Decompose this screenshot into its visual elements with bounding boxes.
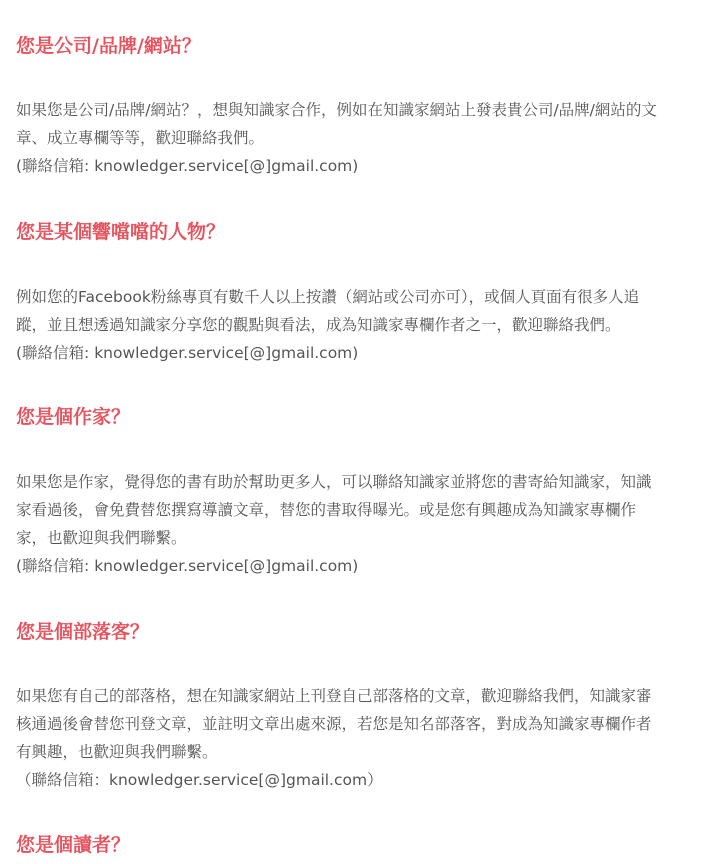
section-company-body	[16, 96, 722, 180]
contact-email-line: (聯絡信箱: knowledger.service[@]gmail.com)	[16, 157, 359, 175]
section-writer	[16, 404, 722, 430]
section-heading: 您是個讀者？	[16, 834, 131, 856]
paragraph-line: 如果您是作家，覺得您的書有助於幫助更多人，可以聯絡知識家並將您的書寄給知識家，知識	[16, 473, 652, 491]
paragraph-line: 核通過後會替您刊登文章，並註明文章出處來源，若您是知名部落客，對成為知識家專欄作者	[16, 715, 652, 733]
section-heading: 您是個作家？	[16, 406, 131, 428]
paragraph-line: 家看過後，會免費替您撰寫導讀文章，替您的書取得曝光。或是您有興趣成為知識家專欄作	[16, 501, 637, 519]
section-writer-body	[16, 468, 722, 580]
contact-email-line: (聯絡信箱: knowledger.service[@]gmail.com)	[16, 344, 359, 362]
paragraph-line: 有興趣，也歡迎與我們聯繫。	[16, 743, 218, 761]
section-heading: 您是某個響噹噹的人物？	[16, 221, 226, 243]
section-paragraph	[16, 468, 722, 580]
paragraph-line: 章、成立專欄等等，歡迎聯絡我們。	[16, 129, 265, 147]
section-influencer-body	[16, 283, 722, 367]
paragraph-line: 蹤，並且想透過知識家分享您的觀點與看法，成為知識家專欄作者之一，歡迎聯絡我們。	[16, 316, 621, 334]
paragraph-line: 如果您有自己的部落格，想在知識家網站上刊登自己部落格的文章，歡迎聯絡我們，知識家審	[16, 687, 652, 705]
section-company	[16, 33, 722, 59]
contact-email-line: （聯絡信箱：knowledger.service[@]gmail.com）	[16, 771, 383, 789]
paragraph-line: 如果您是公司/品牌/網站？，想與知識家合作，例如在知識家網站上發表貴公司/品牌/網站的文	[16, 101, 657, 119]
section-blogger-body	[16, 682, 722, 794]
section-blogger	[16, 619, 722, 645]
section-heading: 您是個部落客？	[16, 621, 150, 643]
paragraph-line: 例如您的Facebook粉絲專頁有數千人以上按讚（網站或公司亦可），或個人頁面有很多人追	[16, 288, 640, 306]
section-paragraph	[16, 682, 722, 794]
section-influencer	[16, 219, 722, 245]
section-paragraph	[16, 96, 722, 180]
paragraph-line: 家，也歡迎與我們聯繫。	[16, 529, 187, 547]
contact-email-line: (聯絡信箱: knowledger.service[@]gmail.com)	[16, 557, 359, 575]
section-reader	[16, 832, 722, 858]
section-paragraph	[16, 283, 722, 367]
section-heading: 您是公司/品牌/網站？	[16, 35, 201, 57]
